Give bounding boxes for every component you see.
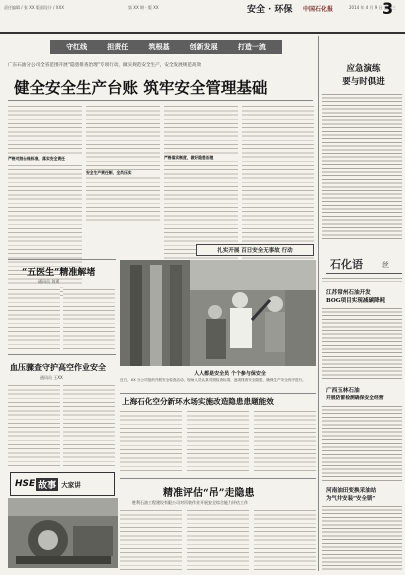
sidebar-title-2: 要与时俱进	[342, 77, 385, 87]
photo-caption-title: 人人都是安全员 个个参与保安全	[194, 371, 266, 377]
banner-seg-5: 打造一流	[237, 43, 266, 51]
masthead-date: 2014 年 4 月 9 日 星期三	[349, 5, 396, 10]
masthead-section: 安全 · 环保	[247, 5, 293, 15]
masthead-meta-left: 责任编辑 / 张 XX 版面设计 / XXX	[4, 5, 65, 10]
side2-headline-2: 开展防雷检测确保安全经营	[326, 395, 384, 401]
slogan-banner	[50, 40, 282, 54]
column-logo-text: 石化语	[330, 258, 363, 271]
banner-seg-2: 担责任	[107, 43, 129, 51]
action-banner-text: 扎实开展 百日安全无事故 行动	[217, 248, 293, 254]
precise-subhead: 胜利石油工程建设有限公司对吊装作业开展安全综合能力评估工作	[132, 500, 248, 505]
lead-headline: 健全安全生产台账 筑牢安全管理基础	[14, 78, 268, 97]
lead-subhead-2: 安全生产责任制，全员压实	[86, 170, 160, 176]
feature-left-byline: 通讯员 刘勇	[38, 279, 60, 284]
shanghai-headline: 上海石化空分新环水场实施改造隐患患题能效	[122, 397, 274, 406]
hse-label: 故事	[36, 478, 58, 491]
column-logo-suffix: 丝	[382, 261, 389, 269]
masthead-meta-mid: 第 XX 期 · 版 XX	[128, 5, 159, 10]
masthead	[0, 0, 405, 34]
lead-subhead-3: 严格落实制度，做好隐患治理	[164, 155, 238, 161]
sidebar-title-1: 应急演练	[346, 64, 381, 74]
machinery-illustration	[8, 498, 118, 568]
column-logo	[326, 254, 402, 274]
side3-headline-2: 为气井安装“安全锁”	[326, 496, 376, 502]
mid-feature-byline: 通讯员 王XX	[40, 375, 63, 380]
banner-seg-4: 创新发展	[189, 43, 218, 51]
lead-subhead-1: 严格对照台账标准，落实安全责任	[8, 156, 82, 162]
workers-photo-illustration	[120, 260, 316, 366]
machinery-photo	[8, 498, 118, 568]
banner-seg-1: 守红线	[66, 43, 88, 51]
hse-suffix: 大家讲	[61, 480, 81, 489]
side2-headline-1: 广西玉林石油	[326, 388, 360, 394]
feature-left-headline: “五医生”精准解堵	[22, 268, 96, 278]
lead-kicker: 广东石油分公司全省范围开展“隐患排查治理”专项行动，做实规范安全生产，安全发展规范高效	[8, 63, 202, 68]
banner-seg-3: 筑根基	[148, 43, 170, 51]
action-banner	[196, 244, 314, 256]
photo-caption-text: 近日，XX 分公司组织开展安全检查活动，现场人员认真对照检查标准，逐项排查安全隐患，确保生产安全有序进行。	[120, 378, 306, 382]
side1-headline-2: BOG项目实现减碳降耗	[326, 298, 386, 304]
precise-headline: 精准评估“吊”走隐患	[163, 488, 255, 499]
news-photo	[120, 260, 316, 366]
side1-headline-1: 江苏常州石油开发	[326, 290, 371, 296]
masthead-logo: 中国石化报	[303, 6, 334, 13]
side3-headline-1: 河南油田变换采油站	[326, 488, 377, 494]
mid-feature-headline: 血压骤查守护高空作业安全	[10, 362, 106, 372]
hse-box	[10, 472, 115, 496]
hse-prefix: HSE	[15, 479, 36, 489]
page-number: 3	[382, 0, 394, 18]
